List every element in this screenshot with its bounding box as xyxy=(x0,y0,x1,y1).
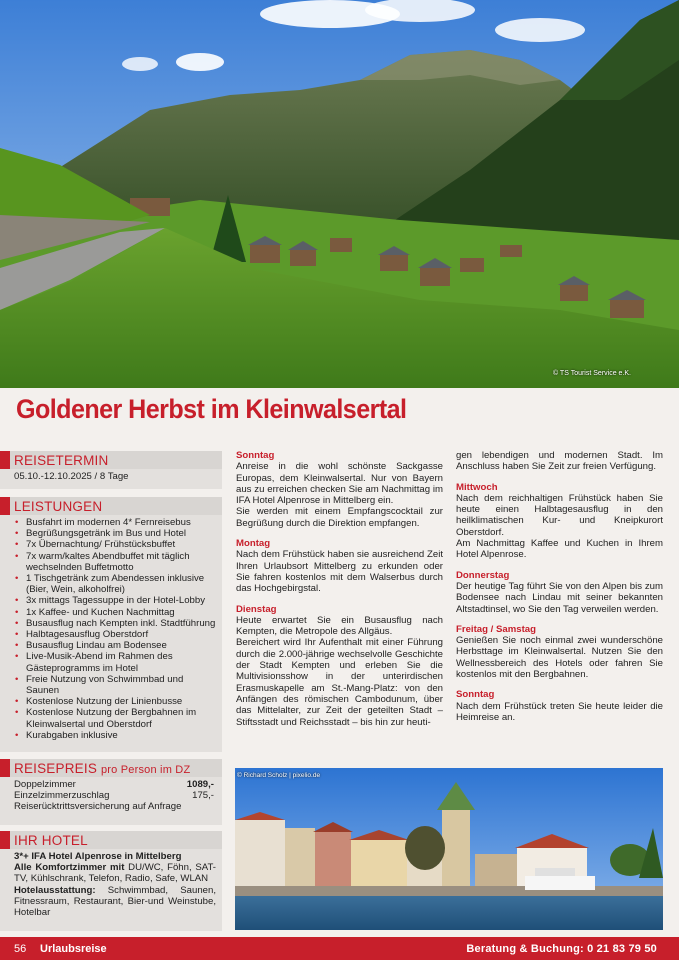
page-number: 56 xyxy=(14,942,27,955)
hotel-box xyxy=(0,831,222,931)
accent-bar xyxy=(0,497,10,515)
day-text: Heute erwartet Sie ein Busausflug nach Kempten, die Metropole des Allgäus. xyxy=(236,614,443,638)
reisetermin-text: 05.10.-12.10.2025 / 8 Tage xyxy=(14,471,129,482)
leistungen-heading: LEISTUNGEN xyxy=(14,498,103,514)
list-item: • Begrüßungsgetränk im Bus und Hotel xyxy=(14,528,216,539)
price-label: Doppelzimmer xyxy=(14,779,76,790)
photo-credit: © TS Tourist Service e.K. xyxy=(552,370,631,377)
itinerary-column-1 xyxy=(236,450,443,728)
lindau-harbour-photo xyxy=(235,768,663,930)
list-item: • 3x mittags Tagessuppe in der Hotel-Lobby xyxy=(14,595,216,606)
accent-bar xyxy=(0,831,10,849)
day-heading: Montag xyxy=(236,538,271,550)
day-heading: Sonntag xyxy=(236,450,275,461)
list-item: • Kostenlose Nutzung der Bergbahnen im Kleinwalsertal und Oberstdorf xyxy=(14,707,216,729)
itinerary-column-2 xyxy=(456,450,663,723)
hotel-rooms-label: Alle Komfortzimmer mit xyxy=(14,862,125,874)
day-text: Der heutige Tag führt Sie von den Alpen bis zum Bodensee nach Lindau mit seiner bekannten Altstadtinsel, wo Sie den Tag verweilen werden. xyxy=(456,580,663,615)
accent-bar xyxy=(0,451,10,469)
footer-bar xyxy=(0,937,679,960)
section-label: Urlaubsreise xyxy=(40,942,107,955)
list-item: • 1 Tischgetränk zum Abendessen inklusive (Bier, Wein, alkoholfrei) xyxy=(14,573,216,595)
day-text: Anreise in die wohl schönste Sackgasse Europas, dem Kleinwalsertal. Nur von Bayern aus zu erreichen checken Sie am Nachmittag im IFA Hotel Alpenrose in Mittelberg ein. xyxy=(236,461,443,507)
day-heading: Sonntag xyxy=(456,689,495,701)
list-item: • Busfahrt im modernen 4* Fernreisebus xyxy=(14,517,216,528)
reisepreis-sub: pro Person im DZ xyxy=(100,763,191,776)
contact-phone: Beratung & Buchung: 0 21 83 79 50 xyxy=(466,942,657,955)
list-item: • 7x warm/kaltes Abendbuffet mit täglich wechselnden Buffetmotto xyxy=(14,551,216,573)
day-text: Nach dem Frühstück haben sie ausreichend Zeit Ihren Urlaubsort Mittelberg zu erkunden oder Sie fahren kostenlos mit dem Walserbus durch das Hochgebirgstal. xyxy=(236,549,443,595)
day-text: Nach dem Frühstück treten Sie heute leider die Heimreise an. xyxy=(456,700,663,723)
day-text: Genießen Sie noch einmal zwei wunderschöne Herbsttage im Kleinwalsertal. Nutzen Sie den Wellnessbereich des Hotels oder fahren Sie kostenlos mit den Bergbahnen. xyxy=(456,635,663,681)
hero-photo xyxy=(0,0,679,388)
reisepreis-box xyxy=(0,759,222,825)
photo-credit: © Richard Scholz | pixelio.de xyxy=(237,772,321,779)
harbour-image xyxy=(235,768,663,930)
reisepreis-heading: REISEPREIS xyxy=(14,760,98,776)
list-item: • Live-Musik-Abend im Rahmen des Gästeprogramms im Hotel xyxy=(14,651,216,673)
price-value: 1089,- xyxy=(186,779,214,790)
price-row xyxy=(14,790,216,801)
day-heading: Freitag / Samstag xyxy=(456,623,536,635)
list-item: • 1x Kaffee- und Kuchen Nachmittag xyxy=(14,607,216,618)
hotel-equip-label: Hotelausstattung: xyxy=(14,884,96,896)
list-item: • Busausflug Lindau am Bodensee xyxy=(14,640,216,651)
day-text: Bereichert wird Ihr Aufenthalt mit einer Führung durch die 2.000-jährige wechselvolle Geschichte der Stadt Kempten und erleben Sie die Multivisionsshow in der unterirdischen Erasmuskapelle am St.-Mang-Platz: von den Anfängen des römischen Cambodunum, über das Mittelalter, zur Zeit der geteilten Stadt – Stiftsstadt und Reichsstadt – bis hin zur heuti- xyxy=(236,637,443,728)
hotel-rooms-text: DU/WC, Föhn, SAT-TV, Kühlschrank, Telefon, Radio, Safe, WLAN xyxy=(14,862,216,885)
day-heading: Mittwoch xyxy=(456,481,498,493)
list-item: • 7x Übernachtung/ Frühstücksbuffet xyxy=(14,539,216,550)
price-note: Reiserücktrittsversicherung auf Anfrage xyxy=(14,801,182,813)
list-item: • Busausflug nach Kempten inkl. Stadtführung xyxy=(14,618,216,629)
page-title: Goldener Herbst im Kleinwalsertal xyxy=(16,394,407,424)
day-text: Sie werden mit einem Empfangscocktail zur Begrüßung durch die Direktion empfangen. xyxy=(236,506,443,529)
leistungen-list xyxy=(14,517,216,741)
day-text: Nach dem reichhaltigen Frühstück haben Sie heute einen Halbtagesausflug in den heilklimatischen Kur- und Kneipkurort Oberstdorf. xyxy=(456,492,663,538)
hotel-name: 3*+ IFA Hotel Alpenrose in Mittelberg xyxy=(14,851,182,862)
day-heading: Donnerstag xyxy=(456,569,510,581)
list-item: • Freie Nutzung von Schwimmbad und Saunen xyxy=(14,674,216,696)
price-row xyxy=(14,779,216,790)
hotel-equip-text: Schwimmbad, Saunen, Fitnessraum, Restaurant, Bier-und Weinstube, Hotelbar xyxy=(14,884,216,919)
reisetermin-heading: REISETERMIN xyxy=(14,452,109,468)
price-value: 175,- xyxy=(192,790,214,802)
hotel-heading: IHR HOTEL xyxy=(14,832,88,848)
reisetermin-box xyxy=(0,451,222,489)
leistungen-box xyxy=(0,497,222,752)
day-heading: Dienstag xyxy=(236,603,277,615)
price-label: Einzelzimmerzuschlag xyxy=(14,790,110,802)
day-text: gen lebendigen und modernen Stadt. Im Anschluss haben Sie Zeit zur freien Verfügung. xyxy=(456,450,663,473)
list-item: • Kurabgaben inklusive xyxy=(14,730,216,741)
accent-bar xyxy=(0,759,10,777)
alpine-landscape-image xyxy=(0,0,679,388)
list-item: • Kostenlose Nutzung der Linienbusse xyxy=(14,696,216,707)
day-text: Am Nachmittag Kaffee und Kuchen in Ihrem Hotel Alpenrose. xyxy=(456,538,663,561)
list-item: • Halbtagesausflug Oberstdorf xyxy=(14,629,216,640)
